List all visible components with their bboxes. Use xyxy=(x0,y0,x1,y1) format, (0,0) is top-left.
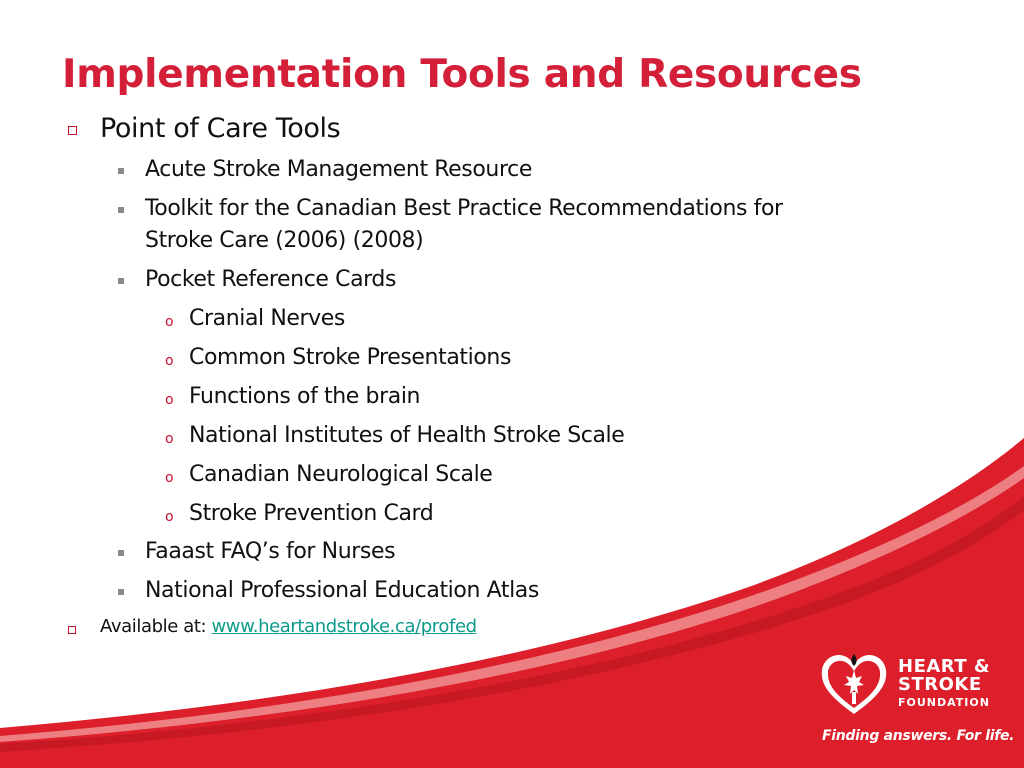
sub-item-faaast: Faaast FAQ’s for Nurses xyxy=(145,539,396,564)
logo-heart-word: HEART & xyxy=(898,656,991,677)
pocket-card-item: Canadian Neurological Scale xyxy=(189,462,493,487)
sub-item-pocket: Pocket Reference Cards xyxy=(145,267,397,292)
profed-link[interactable]: www.heartandstroke.ca/profed xyxy=(211,616,477,637)
card-bullet-marker: o xyxy=(165,431,174,447)
logo-stroke-word: STROKE xyxy=(898,674,982,695)
available-bullet-marker xyxy=(68,626,76,634)
sub-item-acute: Acute Stroke Management Resource xyxy=(145,157,532,182)
pocket-card-item: Stroke Prevention Card xyxy=(189,501,434,526)
card-bullet-marker: o xyxy=(165,509,174,525)
sub-item-toolkit-line1: Toolkit for the Canadian Best Practice Recommendations for xyxy=(145,196,783,221)
logo-tagline: Finding answers. For life. xyxy=(822,728,1015,744)
sub-bullet-marker xyxy=(118,207,124,213)
pocket-card-item: Common Stroke Presentations xyxy=(189,345,512,370)
heart-and-stroke-logo[interactable] xyxy=(818,648,1015,758)
available-at-line xyxy=(100,616,477,637)
sub-bullet-marker xyxy=(118,550,124,556)
card-bullet-marker: o xyxy=(165,470,174,486)
sub-item-atlas: National Professional Education Atlas xyxy=(145,578,539,603)
sub-bullet-marker xyxy=(118,278,124,284)
pocket-card-item: Functions of the brain xyxy=(189,384,421,409)
pocket-card-item: National Institutes of Health Stroke Scale xyxy=(189,423,625,448)
top-bullet-marker xyxy=(68,126,77,135)
card-bullet-marker: o xyxy=(165,314,174,330)
logo-wordmark xyxy=(898,658,990,708)
pocket-card-item: Cranial Nerves xyxy=(189,306,345,331)
logo-foundation-word: FOUNDATION xyxy=(898,696,990,709)
sub-item-toolkit-line2: Stroke Care (2006) (2008) xyxy=(145,228,424,253)
card-bullet-marker: o xyxy=(165,392,174,408)
heart-torch-icon xyxy=(818,648,890,720)
card-bullet-marker: o xyxy=(165,353,174,369)
sub-bullet-marker xyxy=(118,589,124,595)
sub-bullet-marker xyxy=(118,168,124,174)
slide-title: Implementation Tools and Resources xyxy=(62,52,862,97)
point-of-care-heading: Point of Care Tools xyxy=(100,113,341,144)
available-label: Available at: xyxy=(100,616,212,637)
